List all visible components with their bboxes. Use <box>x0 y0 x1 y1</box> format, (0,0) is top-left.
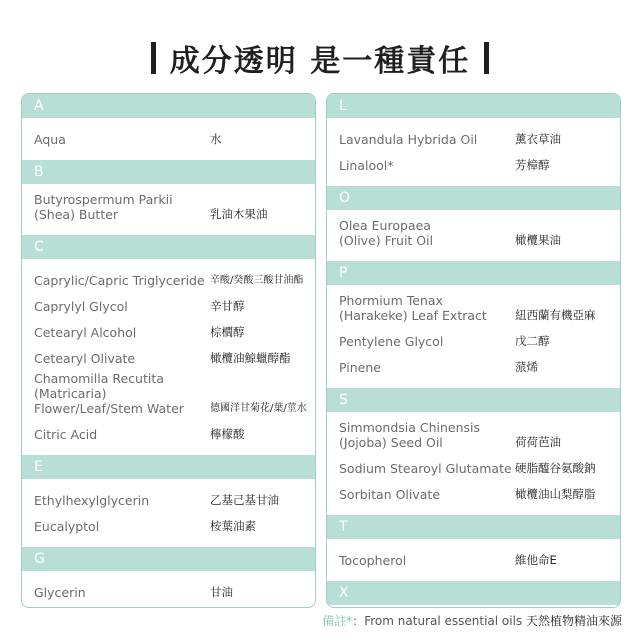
section-letter-b: B <box>22 160 315 184</box>
ingredient-inci-name: Cetearyl Alcohol <box>34 325 137 340</box>
ingredient-chinese-name: 檸檬酸 <box>210 427 245 441</box>
section-items <box>327 118 620 186</box>
footnote-zh: 天然植物精油來源 <box>525 614 622 628</box>
ingredient-row <box>327 455 620 481</box>
ingredient-row <box>22 421 315 447</box>
ingredient-inci-name: Phormium Tenax (Harakeke) Leaf Extract <box>339 293 487 323</box>
ingredient-inci-name: Olea Europaea (Olive) Fruit Oil <box>339 218 434 248</box>
ingredient-inci-name: Lavandula Hybrida Oil <box>339 132 478 147</box>
ingredient-inci-name: Glycerin <box>34 585 86 600</box>
footnote-tag: 備註* <box>322 614 353 628</box>
footnote-text: ：From natural essential oils <box>352 614 526 628</box>
section-items <box>22 184 315 235</box>
ingredient-inci-name: Pentylene Glycol <box>339 334 444 349</box>
ingredient-chinese-name: 維他命E <box>515 553 557 567</box>
ingredient-row <box>327 293 620 328</box>
ingredient-chinese-name: 戊二醇 <box>515 334 550 348</box>
ingredient-chinese-name: 橄欖油鯨蠟醇酯 <box>210 351 291 365</box>
ingredient-row <box>22 513 315 539</box>
section-items <box>22 571 315 608</box>
page-title-text: 成分透明 是一種責任 <box>169 44 471 79</box>
ingredient-row <box>22 192 315 227</box>
ingredient-row <box>327 328 620 354</box>
ingredient-chinese-name: 德國洋甘菊花/葉/莖水 <box>210 403 307 414</box>
ingredient-chinese-name: 荷荷芭油 <box>515 435 561 449</box>
ingredient-chinese-name: 蒎烯 <box>515 360 538 374</box>
ingredient-chinese-name: 乳油木果油 <box>210 207 268 221</box>
ingredient-inci-name: Tocopherol <box>339 553 407 568</box>
section-letter-a: A <box>22 94 315 118</box>
ingredient-row <box>327 152 620 178</box>
ingredient-row <box>22 126 315 152</box>
footnote <box>0 612 622 629</box>
section-letter-t: T <box>327 515 620 539</box>
section-letter-g: G <box>22 547 315 571</box>
ingredient-inci-name: Chamomilla Recutita (Matricaria) Flower/Leaf/Stem Water <box>34 371 184 416</box>
ingredient-inci-name: Pinene <box>339 360 381 375</box>
ingredient-inci-name: Sorbitan Olivate <box>339 487 441 502</box>
section-items <box>327 605 620 608</box>
ingredient-chinese-name: 紐西蘭有機亞麻 <box>515 308 596 322</box>
ingredient-row <box>327 218 620 253</box>
section-items <box>327 539 620 581</box>
section-letter-x: X <box>327 581 620 605</box>
ingredient-chinese-name: 橄欖果油 <box>515 233 561 247</box>
ingredient-row <box>327 126 620 152</box>
ingredient-chinese-name: 甘油 <box>210 585 233 599</box>
section-items <box>327 210 620 261</box>
ingredients-panel-left <box>21 93 316 608</box>
ingredient-chinese-name: 硬脂醯谷氨酸鈉 <box>515 461 596 475</box>
ingredient-inci-name: Simmondsia Chinensis (Jojoba) Seed Oil <box>339 420 481 450</box>
ingredient-row <box>22 487 315 513</box>
ingredient-chinese-name: 桉葉油素 <box>210 519 256 533</box>
section-items <box>327 285 620 388</box>
ingredient-inci-name: Sodium Stearoyl Glutamate <box>339 461 512 476</box>
ingredient-row <box>22 267 315 293</box>
ingredient-row <box>327 420 620 455</box>
ingredient-row <box>22 371 315 421</box>
ingredient-chinese-name: 薰衣草油 <box>515 132 561 146</box>
section-items <box>327 412 620 515</box>
section-letter-o: O <box>327 186 620 210</box>
section-items <box>22 479 315 547</box>
ingredient-inci-name: Cetearyl Olivate <box>34 351 136 366</box>
title-bar-right <box>484 42 489 74</box>
ingredient-chinese-name: 辛甘醇 <box>210 299 245 313</box>
ingredient-inci-name: Caprylyl Glycol <box>34 299 128 314</box>
ingredient-row <box>327 354 620 380</box>
ingredient-chinese-name: 橄欖油山梨醇脂 <box>515 487 596 501</box>
ingredient-inci-name: Ethylhexylglycerin <box>34 493 150 508</box>
ingredient-row <box>327 547 620 573</box>
ingredient-chinese-name: 水 <box>210 132 222 146</box>
ingredient-inci-name: Citric Acid <box>34 427 98 442</box>
section-items <box>22 259 315 455</box>
ingredient-inci-name: Caprylic/Capric Triglyceride <box>34 273 205 288</box>
section-letter-s: S <box>327 388 620 412</box>
ingredient-row <box>22 293 315 319</box>
section-items <box>22 118 315 160</box>
ingredient-row <box>22 579 315 605</box>
section-letter-c: C <box>22 235 315 259</box>
page-title <box>0 36 640 80</box>
ingredients-panel-right <box>326 93 621 608</box>
ingredient-chinese-name: 芳樟醇 <box>515 158 550 172</box>
ingredient-chinese-name: 乙基己基甘油 <box>210 493 279 507</box>
section-letter-p: P <box>327 261 620 285</box>
title-bar-left <box>151 42 156 74</box>
ingredient-inci-name: Linalool* <box>339 158 394 173</box>
ingredient-row <box>22 345 315 371</box>
ingredient-inci-name: Butyrospermum Parkii (Shea) Butter <box>34 192 173 222</box>
ingredient-row <box>22 319 315 345</box>
ingredient-chinese-name: 辛酸/癸酸三酸甘油酯 <box>210 275 304 286</box>
ingredient-inci-name: Aqua <box>34 132 66 147</box>
section-letter-e: E <box>22 455 315 479</box>
ingredient-inci-name: Eucalyptol <box>34 519 100 534</box>
ingredient-chinese-name: 棕櫚醇 <box>210 325 245 339</box>
ingredient-row <box>327 481 620 507</box>
section-letter-l: L <box>327 94 620 118</box>
